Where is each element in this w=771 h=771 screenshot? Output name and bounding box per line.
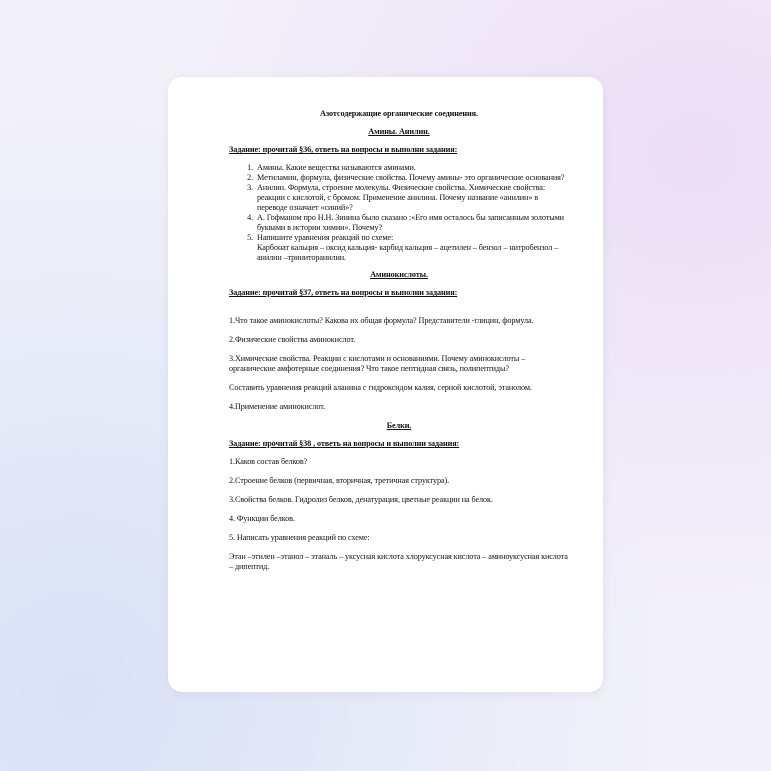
section-heading-amino-acids: Аминокислоты.: [370, 270, 428, 279]
question-paragraph: 4. Функции белков.: [229, 514, 295, 523]
list-item: 1. Амины. Какие вещества называются аминами.: [255, 163, 569, 173]
question-paragraph: 2.Строение белков (первичная, вторичная, третичная структура).: [229, 476, 450, 485]
question-paragraph: Составить уравнения реакций аланина с гидроксидом калия, серной кислотой, этанолом.: [229, 383, 532, 392]
list-item: 5. Напишите уравнения реакций по схеме: Карбонат кальция – оксид кальция- карбид кальция – ацетилен – бензол – нитробензол – анилин –триниторанилин.: [255, 233, 569, 263]
list-item: 3. Анилин. Формула, строение молекулы. Физические свойства. Химические свойства: реакции с кислотой, с бромом. Применение анилина. Почему название «анилин» в переводе означает «синий»?: [255, 183, 569, 213]
document-title: Азотсодержащие органические соединения.: [320, 109, 478, 118]
question-paragraph: 1.Каков состав белков?: [229, 457, 308, 466]
list-item: 4. А. Гофманом про Н.Н. Зинина было сказано :«Его имя осталось бы записанным золотыми буквами в истории химии». Почему?: [255, 213, 569, 233]
question-paragraph: 3.Свойства белков. Гидролиз белков, денатурация, цветные реакции на белок.: [229, 495, 493, 504]
question-paragraph: 4.Применение аминокислот.: [229, 402, 326, 411]
section-heading-amines: Амины. Анилин.: [368, 127, 430, 136]
question-paragraph: 1.Что такое аминокислоты? Какова их общая формула? Представители -глицин, формула.: [229, 316, 534, 325]
task-instruction-proteins: Задание: прочитай §38 , ответь на вопросы и выполни задания:: [229, 439, 460, 448]
document-page: [168, 77, 603, 692]
question-paragraph: 2.Физические свойства аминокислот.: [229, 335, 356, 344]
section-heading-proteins: Белки.: [386, 421, 412, 430]
task-instruction-amines: Задание: прочитай §36, ответь на вопросы и выполни задания:: [229, 145, 458, 154]
amines-question-list: [229, 163, 569, 263]
question-paragraph: 5. Написать уравнения реакций по схеме:: [229, 533, 370, 542]
task-instruction-amino-acids: Задание: прочитай §37, ответь на вопросы и выполни задания:: [229, 288, 458, 297]
question-paragraph: Этан –этилен –этанол – этаналь – уксусная кислота хлоруксусная кислота – аминоуксусная кислота – дипептид.: [229, 552, 568, 571]
document-content: [229, 109, 569, 581]
list-item: 2. Метиламин, формула, физические свойства. Почему амины- это органические основания?: [255, 173, 569, 183]
question-paragraph: 3.Химические свойства. Реакции с кислотами и основаниями. Почему аминокислоты – органические амфотерные соединения? Что такое пептидная связь, полипептиды?: [229, 354, 526, 373]
